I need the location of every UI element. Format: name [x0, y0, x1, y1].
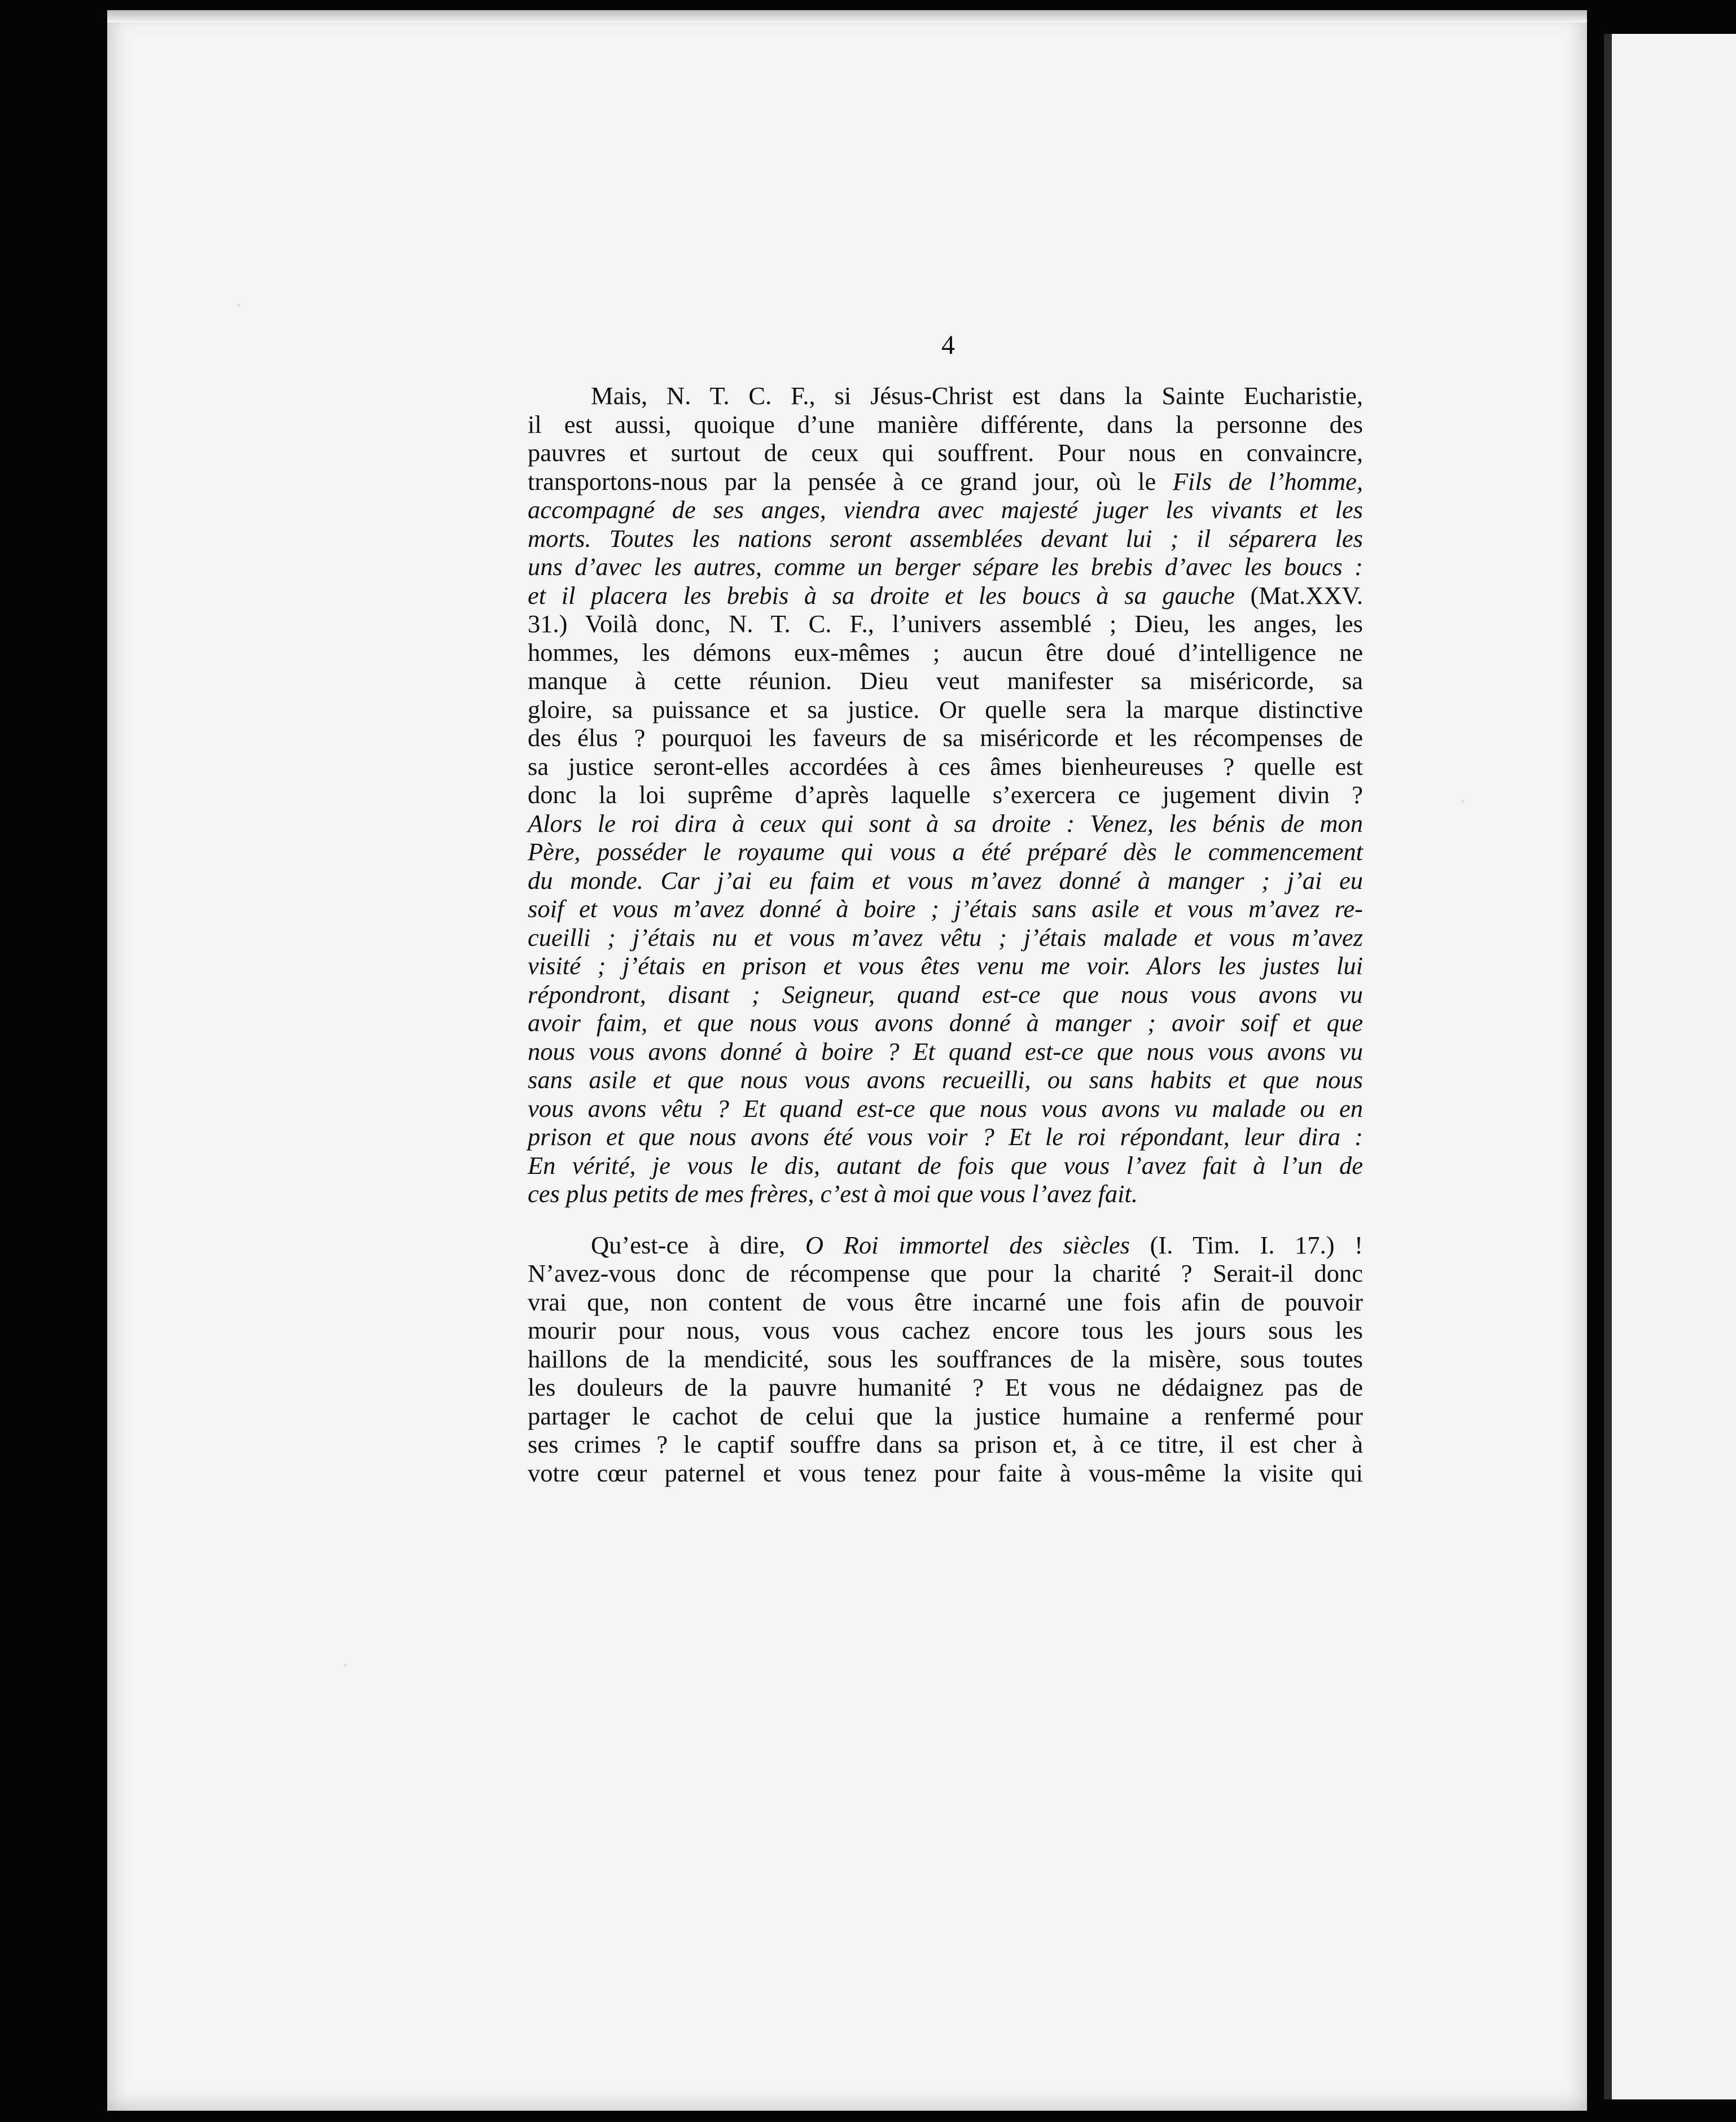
text-segment: Qu’est-ce à dire,	[591, 1230, 805, 1259]
italic-text: accompagné de ses anges, viendra avec majesté juger les vivants et les	[528, 496, 1363, 524]
text-line	[528, 1345, 1363, 1374]
text-line	[528, 638, 1363, 667]
italic-text: et il placera les brebis à sa droite et les boucs à sa gauche	[528, 581, 1235, 610]
text-line	[528, 809, 1363, 838]
italic-text: Père, posséder le royaume qui vous a été préparé dès le commencement	[528, 838, 1363, 866]
page-number: 4	[941, 330, 955, 360]
italic-text: visité ; j’étais en prison et vous êtes venu me voir. Alors les justes lui	[528, 952, 1363, 980]
text-line	[528, 1066, 1363, 1094]
text-line	[528, 1231, 1363, 1260]
italic-text: Alors le roi dira à ceux qui sont à sa droite : Venez, les bénis de mon	[528, 809, 1363, 838]
text-line	[528, 1316, 1363, 1345]
text-line	[528, 496, 1363, 524]
text-line	[528, 1373, 1363, 1402]
text-line	[528, 1037, 1363, 1066]
italic-text: répondront, disant ; Seigneur, quand est-ce que nous vous avons vu	[528, 980, 1363, 1009]
text-line	[528, 923, 1363, 952]
text-line	[528, 439, 1363, 467]
text-segment: donc la loi suprême d’après laquelle s’exercera ce jugement divin ?	[528, 781, 1363, 809]
paper-speck	[344, 1664, 347, 1667]
text-line	[528, 952, 1363, 980]
text-line	[528, 724, 1363, 752]
italic-text: vous avons vêtu ? Et quand est-ce que nous vous avons vu malade ou en	[528, 1094, 1363, 1123]
text-line	[528, 581, 1363, 610]
text-line	[528, 781, 1363, 809]
text-line	[528, 1123, 1363, 1151]
italic-text: morts. Toutes les nations seront assemblées devant lui ; il séparera les	[528, 524, 1363, 553]
italic-text: O Roi immortel des siècles	[805, 1230, 1130, 1259]
text-segment: ses crimes ? le captif souffre dans sa prison et, à ce titre, il est cher à	[528, 1430, 1363, 1458]
italic-text: prison et que nous avons été vous voir ? Et le roi répondant, leur dira :	[528, 1123, 1363, 1151]
text-line	[528, 1151, 1363, 1180]
next-page-edge	[1604, 34, 1736, 2099]
text-line	[528, 1402, 1363, 1431]
text-segment: vrai que, non content de vous être incarné une fois afin de pouvoir	[528, 1287, 1363, 1316]
text-line	[528, 1094, 1363, 1123]
italic-text: avoir faim, et que nous vous avons donné à manger ; avoir soif et que	[528, 1009, 1363, 1037]
text-segment: haillons de la mendicité, sous les souffrances de la misère, sous toutes	[528, 1344, 1363, 1373]
text-line	[528, 524, 1363, 553]
italic-text: nous vous avons donné à boire ? Et quand est-ce que nous vous avons vu	[528, 1037, 1363, 1066]
text-segment: votre cœur paternel et vous tenez pour faite à vous-même la visite qui	[528, 1458, 1363, 1487]
text-segment: (I. Tim. I. 17.) !	[1129, 1230, 1363, 1259]
text-line	[528, 895, 1363, 923]
italic-text: uns d’avec les autres, comme un berger sépare les brebis d’avec les boucs :	[528, 553, 1363, 581]
italic-text: du monde. Car j’ai eu faim et vous m’avez donné à manger ; j’ai eu	[528, 866, 1363, 895]
text-segment: N’avez-vous donc de récompense que pour la charité ? Serait-il donc	[528, 1259, 1363, 1287]
italic-text: soif et vous m’avez donné à boire ; j’étais sans asile et vous m’avez re-	[528, 895, 1363, 923]
text-line	[528, 553, 1363, 581]
text-segment: 31.) Voilà donc, N. T. C. F., l’univers assemblé ; Dieu, les anges, les	[528, 610, 1363, 638]
text-line	[528, 1430, 1363, 1459]
paper-speck	[237, 304, 240, 307]
body-text	[528, 382, 1363, 1487]
text-line	[528, 382, 1363, 410]
italic-text: En vérité, je vous le dis, autant de fois que vous l’avez fait à l’un de	[528, 1151, 1363, 1180]
italic-text: cueilli ; j’étais nu et vous m’avez vêtu ; j’étais malade et vous m’avez	[528, 923, 1363, 952]
text-segment: manque à cette réunion. Dieu veut manifester sa miséricorde, sa	[528, 667, 1363, 695]
paragraph	[528, 1231, 1363, 1488]
italic-text: Fils de l’homme,	[1172, 467, 1364, 496]
text-segment: transportons-nous par la pensée à ce grand jour, où le	[528, 467, 1173, 496]
text-segment: il est aussi, quoique d’une manière différente, dans la personne des	[528, 410, 1363, 439]
text-line	[528, 1180, 1363, 1208]
paper-speck	[1462, 800, 1464, 803]
text-line	[528, 1259, 1363, 1288]
text-line	[528, 695, 1363, 724]
text-segment: pauvres et surtout de ceux qui souffrent. Pour nous en convaincre,	[528, 439, 1363, 467]
text-line	[528, 866, 1363, 895]
italic-text: ces plus petits de mes frères, c’est à moi que vous l’avez fait.	[528, 1180, 1138, 1208]
text-line	[528, 838, 1363, 866]
text-segment: partager le cachot de celui que la justice humaine a renfermé pour	[528, 1401, 1363, 1430]
text-line	[528, 467, 1363, 496]
text-segment: mourir pour nous, vous vous cachez encore tous les jours sous les	[528, 1316, 1363, 1344]
text-line	[528, 610, 1363, 638]
text-line	[528, 1288, 1363, 1317]
text-line	[528, 1459, 1363, 1488]
text-segment: les douleurs de la pauvre humanité ? Et vous ne dédaignez pas de	[528, 1373, 1363, 1401]
text-segment: sa justice seront-elles accordées à ces âmes bienheureuses ? quelle est	[528, 752, 1363, 781]
text-segment: hommes, les démons eux-mêmes ; aucun être doué d’intelligence ne	[528, 638, 1363, 667]
text-segment: des élus ? pourquoi les faveurs de sa miséricorde et les récompenses de	[528, 724, 1363, 752]
text-line	[528, 667, 1363, 695]
text-line	[528, 980, 1363, 1009]
text-segment: (Mat.XXV.	[1234, 581, 1363, 610]
paragraph-gap	[528, 1208, 1363, 1231]
text-line	[528, 1009, 1363, 1037]
text-line	[528, 752, 1363, 781]
italic-text: sans asile et que nous vous avons recueilli, ou sans habits et que nous	[528, 1066, 1363, 1094]
text-line	[528, 410, 1363, 439]
paragraph	[528, 382, 1363, 1208]
text-segment: Mais, N. T. C. F., si Jésus-Christ est dans la Sainte Eucharistie,	[591, 382, 1363, 410]
text-segment: gloire, sa puissance et sa justice. Or quelle sera la marque distinctive	[528, 695, 1363, 724]
